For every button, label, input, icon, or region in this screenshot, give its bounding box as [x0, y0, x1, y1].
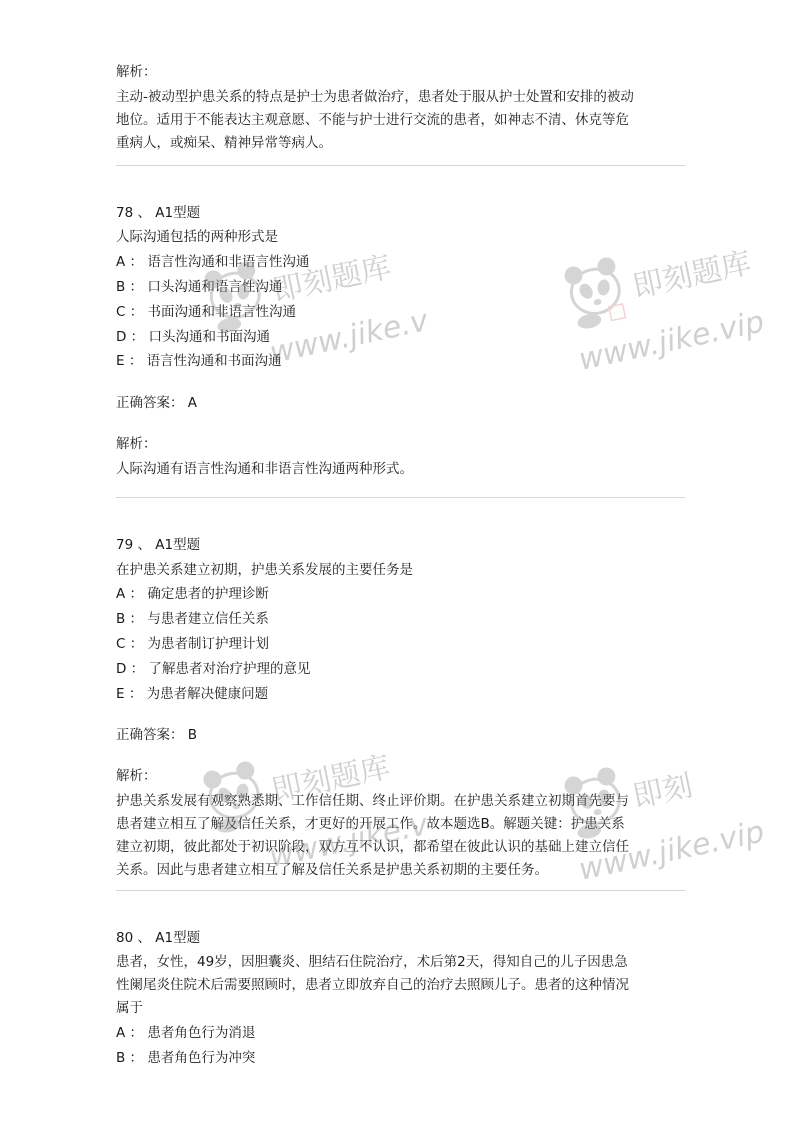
question-header: 80 、 A1型题 — [116, 930, 201, 946]
option-e: E ： 语言性沟通和书面沟通 — [116, 353, 282, 369]
question-stem: 人际沟通包括的两种形式是 — [116, 229, 278, 245]
analysis-line: 关系。因此与患者建立相互了解及信任关系是护患关系初期的主要任务。 — [116, 862, 548, 878]
question-stem-line: 性阑尾炎住院术后需要照顾时，患者立即放弃自己的治疗去照顾儿子。患者的这种情况 — [116, 977, 629, 993]
option-b: B ： 患者角色行为冲突 — [116, 1050, 256, 1066]
analysis-line: 人际沟通有语言性沟通和非语言性沟通两种形式。 — [116, 461, 413, 477]
option-a: A ： 患者角色行为消退 — [116, 1025, 256, 1041]
option-c: C ： 为患者制订护理计划 — [116, 636, 270, 652]
analysis-line: 地位。适用于不能表达主观意愿、不能与护士进行交流的患者，如神志不清、休克等危 — [116, 112, 629, 128]
analysis-label: 解析： — [116, 768, 157, 784]
correct-answer: 正确答案： A — [116, 395, 198, 411]
option-e: E ： 为患者解决健康问题 — [116, 686, 269, 702]
analysis-line: 建立初期，彼此都处于初识阶段，双方互不认识，都希望在彼此认识的基础上建立信任 — [116, 839, 629, 855]
analysis-line: 重病人，或痴呆、精神异常等病人。 — [116, 135, 332, 151]
svg-text:即刻: 即刻 — [629, 768, 696, 815]
panda-logo-icon — [560, 230, 800, 380]
option-a: A ： 语言性沟通和非语言性沟通 — [116, 254, 310, 270]
question-stem: 在护患关系建立初期，护患关系发展的主要任务是 — [116, 562, 413, 578]
question-stem-line: 患者，女性，49岁，因胆囊炎、胆结石住院治疗，术后第2天，得知自己的儿子因患急 — [116, 954, 628, 970]
question-header: 79 、 A1型题 — [116, 537, 201, 553]
question-divider — [116, 497, 685, 498]
question-header: 78 、 A1型题 — [116, 205, 201, 221]
svg-text:www.jike.vip: www.jike.vip — [266, 801, 430, 875]
svg-text:即刻题库: 即刻题库 — [629, 245, 755, 305]
option-c: C ： 书面沟通和非语言性沟通 — [116, 304, 297, 320]
option-b: B ： 口头沟通和语言性沟通 — [116, 279, 283, 295]
option-d: D ： 口头沟通和书面沟通 — [116, 329, 270, 345]
analysis-line: 患者建立相互了解及信任关系，才更好的开展工作。故本题选B。解题关键：护患关系 — [116, 816, 625, 832]
question-divider — [116, 165, 685, 166]
option-d: D ： 了解患者对治疗护理的意见 — [116, 661, 311, 677]
svg-text:www.jike.vip: www.jike.vip — [575, 304, 768, 378]
svg-text:www.jike.vip: www.jike.vip — [266, 297, 430, 371]
svg-text:即刻题库: 即刻题库 — [269, 249, 395, 309]
question-divider — [116, 890, 685, 891]
svg-text:即刻题库: 即刻题库 — [268, 749, 394, 809]
option-a: A ： 确定患者的护理诊断 — [116, 586, 269, 602]
correct-answer: 正确答案： B — [116, 727, 198, 743]
question-stem-line: 属于 — [116, 1000, 143, 1016]
watermark — [560, 230, 800, 384]
analysis-line: 主动-被动型护患关系的特点是护士为患者做治疗，患者处于服从护士处置和安排的被动 — [116, 89, 634, 105]
option-b: B ： 与患者建立信任关系 — [116, 611, 269, 627]
svg-text:www.jike.vip: www.jike.vip — [575, 814, 768, 888]
analysis-label: 解析： — [116, 436, 157, 452]
analysis-label: 解析： — [116, 64, 157, 80]
analysis-line: 护患关系发展有观察熟悉期、工作信任期、终止评价期。在护患关系建立初期首先要与 — [116, 793, 629, 809]
